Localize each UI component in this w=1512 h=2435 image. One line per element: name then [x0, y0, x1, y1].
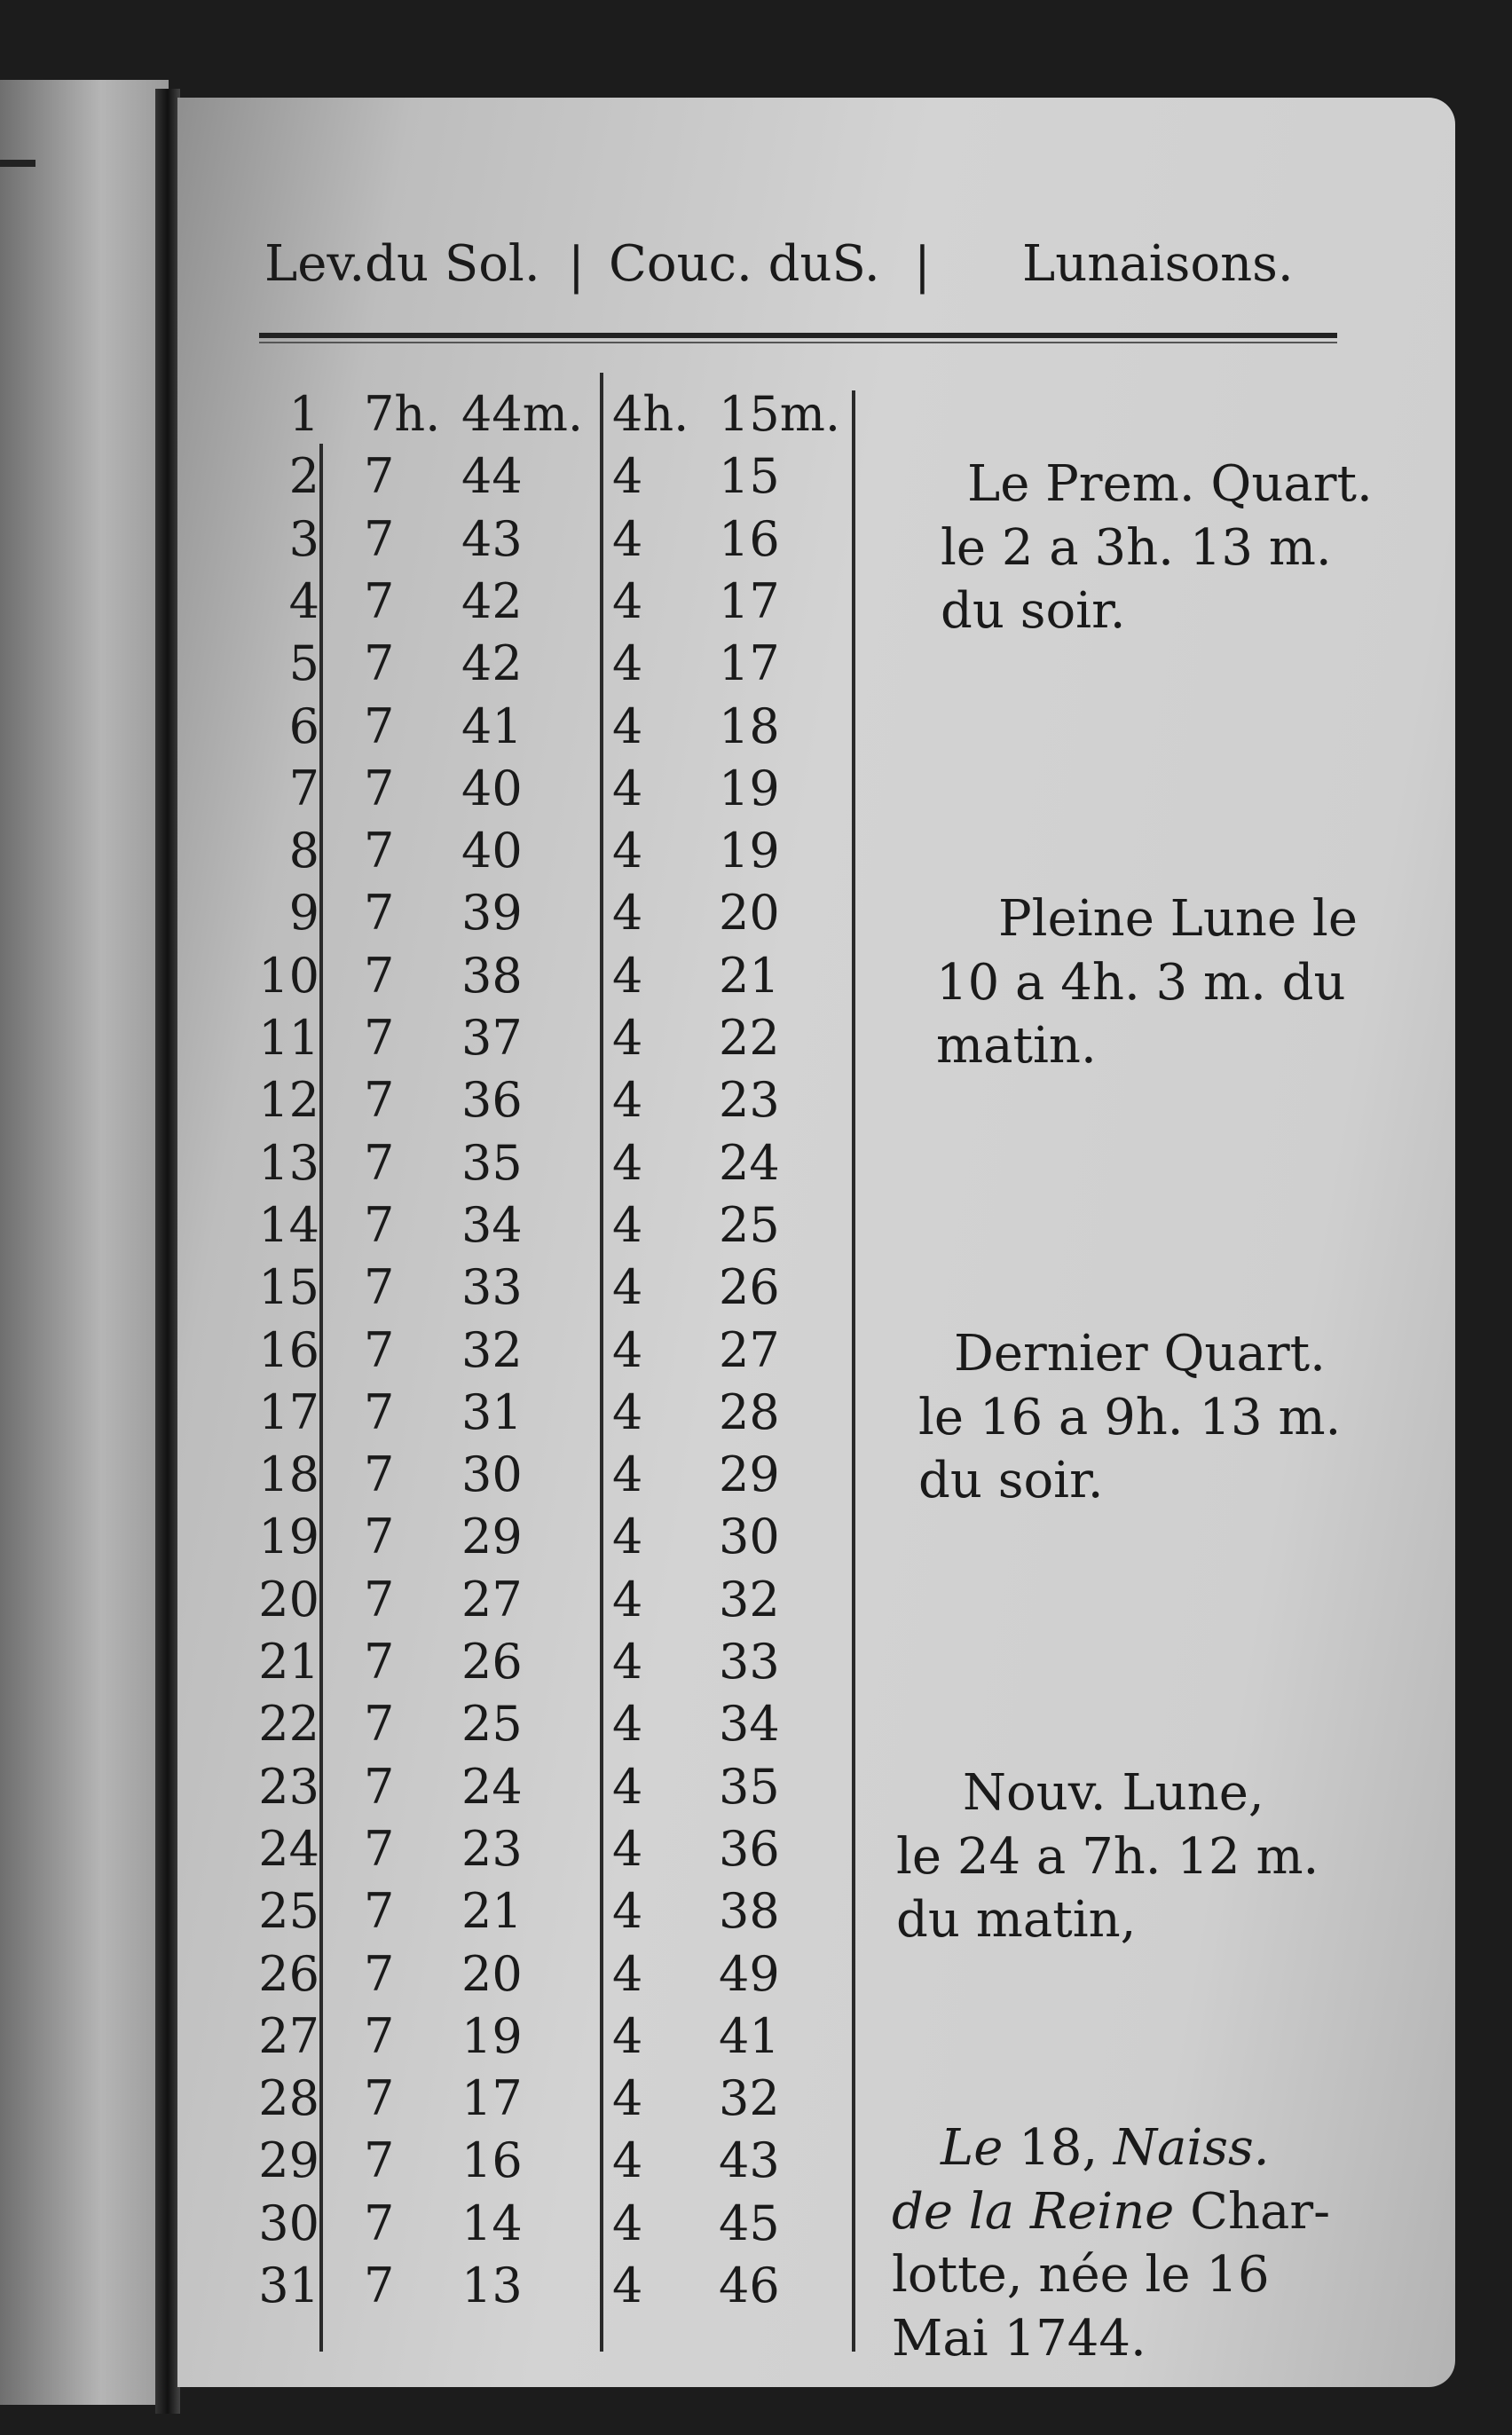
day-cell: 5: [288, 635, 319, 692]
sunrise-hour-cell: 7: [364, 885, 395, 942]
header-separator: |: [914, 237, 931, 295]
sunrise-minute-cell: 44m.: [461, 386, 584, 442]
day-cell: 8: [288, 823, 319, 879]
sunset-hour-cell: 4: [612, 1945, 643, 2002]
day-cell: 1: [288, 386, 319, 442]
sunset-minute-cell: 26: [719, 1259, 780, 1316]
sunset-hour-cell: 4: [612, 1072, 643, 1129]
day-cell: 20: [258, 1571, 319, 1627]
sunset-minute-cell: 38: [719, 1883, 780, 1940]
day-cell: 25: [258, 1883, 319, 1940]
sunrise-minute-cell: 21: [461, 1883, 523, 1940]
sunrise-minute-cell: 44: [461, 448, 523, 505]
lunation-line: du matin,: [896, 1891, 1137, 1950]
day-cell: 17: [258, 1383, 319, 1440]
table-row: [0, 2007, 1512, 2075]
sunrise-minute-cell: 13: [461, 2258, 523, 2313]
sunset-hour-cell: 4: [612, 823, 643, 879]
table-row: [0, 386, 1512, 453]
sunset-minute-cell: 15m.: [719, 386, 841, 442]
sunset-hour-cell: 4: [612, 1634, 643, 1690]
sunset-hour-cell: 4: [612, 697, 643, 754]
sunrise-minute-cell: 42: [461, 572, 523, 629]
sunrise-hour-cell: 7: [364, 572, 395, 629]
sunset-minute-cell: 25: [719, 1196, 780, 1253]
sunset-hour-cell: 4: [612, 1259, 643, 1316]
sunset-hour-cell: 4: [612, 1383, 643, 1440]
header-rule-thin: [259, 342, 1337, 343]
note-line-2: [892, 2180, 1330, 2244]
sunset-hour-cell: 4h.: [612, 386, 689, 442]
sunrise-hour-cell: 7: [364, 760, 395, 816]
day-cell: 31: [258, 2258, 319, 2313]
sunset-minute-cell: 41: [719, 2007, 780, 2064]
sunrise-minute-cell: 33: [461, 1259, 523, 1316]
sunrise-hour-cell: 7: [364, 2195, 395, 2251]
sunset-minute-cell: 43: [719, 2132, 780, 2189]
sunrise-hour-cell: 7: [364, 1259, 395, 1316]
lunation-line: du soir.: [918, 1452, 1104, 1510]
sunset-minute-cell: 19: [719, 823, 780, 879]
lunation-line: matin.: [936, 1017, 1097, 1076]
day-cell: 28: [258, 2070, 319, 2127]
sunset-hour-cell: 4: [612, 2195, 643, 2251]
sunrise-hour-cell: 7: [364, 1634, 395, 1690]
sunrise-hour-cell: 7: [364, 1321, 395, 1378]
table-row: [0, 760, 1512, 827]
sunset-hour-cell: 4: [612, 448, 643, 505]
full-moon-note: [936, 887, 1358, 1078]
sunset-hour-cell: 4: [612, 2132, 643, 2189]
sunrise-minute-cell: 27: [461, 1571, 523, 1627]
sunset-minute-cell: 17: [719, 635, 780, 692]
sunrise-hour-cell: 7: [364, 1072, 395, 1129]
lunation-line: le 24 a 7h. 12 m.: [896, 1827, 1319, 1886]
lunation-line: Dernier Quart.: [954, 1325, 1326, 1383]
day-cell: 24: [258, 1820, 319, 1877]
sunset-hour-cell: 4: [612, 2258, 643, 2313]
sunset-hour-cell: 4: [612, 1010, 643, 1066]
sunrise-minute-cell: 24: [461, 1758, 523, 1815]
sunset-minute-cell: 24: [719, 1134, 780, 1191]
table-row: [0, 1134, 1512, 1202]
sunset-minute-cell: 32: [719, 1571, 780, 1627]
day-cell: 29: [258, 2132, 319, 2189]
sunrise-hour-cell: 7: [364, 1196, 395, 1253]
sunrise-minute-cell: 43: [461, 510, 523, 567]
sunrise-hour-cell: 7: [364, 1509, 395, 1565]
sunset-minute-cell: 16: [719, 510, 780, 567]
sunset-minute-cell: 29: [719, 1446, 780, 1503]
lunation-line: Le Prem. Quart.: [967, 455, 1373, 513]
sunset-minute-cell: 20: [719, 885, 780, 942]
sunset-minute-cell: 36: [719, 1820, 780, 1877]
sunrise-minute-cell: 29: [461, 1509, 523, 1565]
sunset-hour-cell: 4: [612, 572, 643, 629]
sunset-minute-cell: 46: [719, 2258, 780, 2313]
sunrise-minute-cell: 37: [461, 1010, 523, 1066]
sunset-hour-cell: 4: [612, 1321, 643, 1378]
first-quarter-note: [941, 453, 1373, 643]
sunset-hour-cell: 4: [612, 1134, 643, 1191]
day-cell: 6: [288, 697, 319, 754]
sunset-hour-cell: 4: [612, 1820, 643, 1877]
day-cell: 22: [258, 1696, 319, 1753]
table-row: [0, 1696, 1512, 1762]
sunset-hour-cell: 4: [612, 2070, 643, 2127]
day-cell: 3: [288, 510, 319, 567]
day-cell: 9: [288, 885, 319, 942]
note-line-1: [892, 2116, 1330, 2180]
day-cell: 4: [288, 572, 319, 629]
day-cell: 2: [288, 448, 319, 505]
sunset-hour-cell: 4: [612, 1571, 643, 1627]
table-row: [0, 1259, 1512, 1326]
sunset-minute-cell: 15: [719, 448, 780, 505]
sunrise-minute-cell: 14: [461, 2195, 523, 2251]
sunset-minute-cell: 19: [719, 760, 780, 816]
sunset-minute-cell: 45: [719, 2195, 780, 2251]
sunset-hour-cell: 4: [612, 1196, 643, 1253]
table-row: [0, 1945, 1512, 2013]
sunset-hour-cell: 4: [612, 2007, 643, 2064]
sunset-hour-cell: 4: [612, 760, 643, 816]
header-rule: [259, 333, 1337, 338]
header-separator: |: [568, 237, 585, 295]
sunrise-hour-cell: 7: [364, 510, 395, 567]
sunset-hour-cell: 4: [612, 1446, 643, 1503]
day-cell: 21: [258, 1634, 319, 1690]
sunrise-minute-cell: 31: [461, 1383, 523, 1440]
sunrise-minute-cell: 38: [461, 947, 523, 1004]
sunset-minute-cell: 49: [719, 1945, 780, 2002]
table-row: [0, 635, 1512, 702]
note-line-3: lotte, née le 16: [892, 2246, 1270, 2305]
sunset-hour-cell: 4: [612, 885, 643, 942]
sunrise-hour-cell: 7: [364, 1696, 395, 1753]
sunrise-hour-cell: 7: [364, 1010, 395, 1066]
table-row: [0, 1571, 1512, 1638]
lunation-line: le 2 a 3h. 13 m.: [941, 518, 1332, 577]
day-cell: 16: [258, 1321, 319, 1378]
sunrise-minute-cell: 36: [461, 1072, 523, 1129]
sunrise-minute-cell: 42: [461, 635, 523, 692]
sunrise-hour-cell: 7: [364, 2258, 395, 2313]
sunrise-minute-cell: 17: [461, 2070, 523, 2127]
sunset-minute-cell: 30: [719, 1509, 780, 1565]
day-cell: 23: [258, 1758, 319, 1815]
sunrise-hour-cell: 7: [364, 2070, 395, 2127]
day-cell: 12: [258, 1072, 319, 1129]
sunset-minute-cell: 18: [719, 697, 780, 754]
sunrise-minute-cell: 32: [461, 1321, 523, 1378]
sunrise-hour-cell: 7: [364, 1571, 395, 1627]
sunrise-hour-cell: 7: [364, 1945, 395, 2002]
sunset-minute-cell: 27: [719, 1321, 780, 1378]
sunrise-minute-cell: 39: [461, 885, 523, 942]
sunrise-hour-cell: 7: [364, 697, 395, 754]
sunrise-hour-cell: 7: [364, 1383, 395, 1440]
sunset-hour-cell: 4: [612, 947, 643, 1004]
day-cell: 26: [258, 1945, 319, 2002]
sunset-hour-cell: 4: [612, 1509, 643, 1565]
note-text: 18,: [1003, 2119, 1114, 2177]
table-row: [0, 697, 1512, 765]
table-row: [0, 1072, 1512, 1139]
day-cell: 18: [258, 1446, 319, 1503]
sunset-minute-cell: 35: [719, 1758, 780, 1815]
facing-page-mark: [0, 160, 35, 167]
lunation-line: Nouv. Lune,: [963, 1764, 1264, 1822]
sunrise-hour-cell: 7: [364, 823, 395, 879]
day-cell: 15: [258, 1259, 319, 1316]
note-text: Naiss.: [1114, 2119, 1270, 2177]
day-cell: 7: [288, 760, 319, 816]
sunrise-hour-cell: 7: [364, 635, 395, 692]
sunrise-hour-cell: 7: [364, 1134, 395, 1191]
sunrise-hour-cell: 7: [364, 1758, 395, 1815]
day-cell: 19: [258, 1509, 319, 1565]
day-cell: 30: [258, 2195, 319, 2251]
new-moon-note: [896, 1761, 1319, 1952]
sunrise-hour-cell: 7: [364, 448, 395, 505]
note-text: Char-: [1174, 2182, 1331, 2241]
sunset-minute-cell: 23: [719, 1072, 780, 1129]
header-sunset: Couc. duS.: [609, 235, 880, 293]
birthday-note: [892, 2116, 1330, 2371]
sunrise-hour-cell: 7: [364, 2132, 395, 2189]
sunrise-minute-cell: 19: [461, 2007, 523, 2064]
sunrise-minute-cell: 40: [461, 823, 523, 879]
sunset-minute-cell: 21: [719, 947, 780, 1004]
lunation-line: Pleine Lune le: [998, 890, 1358, 948]
sunset-minute-cell: 17: [719, 572, 780, 629]
sunset-hour-cell: 4: [612, 510, 643, 567]
header-sunrise: Lev.du Sol.: [264, 235, 540, 293]
sunset-minute-cell: 32: [719, 2070, 780, 2127]
day-cell: 14: [258, 1196, 319, 1253]
sunrise-minute-cell: 16: [461, 2132, 523, 2189]
note-line-4: Mai 1744.: [892, 2310, 1146, 2368]
sunrise-minute-cell: 26: [461, 1634, 523, 1690]
sunrise-hour-cell: 7: [364, 2007, 395, 2064]
sunrise-hour-cell: 7: [364, 1446, 395, 1503]
day-cell: 27: [258, 2007, 319, 2064]
sunrise-minute-cell: 34: [461, 1196, 523, 1253]
note-text: de la Reine: [892, 2182, 1175, 2241]
sunrise-hour-cell: 7h.: [364, 386, 441, 442]
table-row: [0, 1634, 1512, 1700]
sunrise-minute-cell: 40: [461, 760, 523, 816]
lunation-line: 10 a 4h. 3 m. du: [936, 953, 1346, 1012]
day-cell: 13: [258, 1134, 319, 1191]
table-row: [0, 1196, 1512, 1264]
sunrise-minute-cell: 20: [461, 1945, 523, 2002]
sunrise-minute-cell: 35: [461, 1134, 523, 1191]
header-lunations: Lunaisons.: [1022, 235, 1294, 293]
sunset-minute-cell: 28: [719, 1383, 780, 1440]
sunset-hour-cell: 4: [612, 1758, 643, 1815]
sunrise-hour-cell: 7: [364, 1820, 395, 1877]
sunset-hour-cell: 4: [612, 1883, 643, 1940]
sunset-hour-cell: 4: [612, 635, 643, 692]
table-row: [0, 1509, 1512, 1575]
day-cell: 10: [258, 947, 319, 1004]
sunset-hour-cell: 4: [612, 1696, 643, 1753]
sunset-minute-cell: 22: [719, 1010, 780, 1066]
lunation-line: le 16 a 9h. 13 m.: [918, 1388, 1342, 1446]
note-text: Le: [941, 2119, 1004, 2177]
sunrise-minute-cell: 25: [461, 1696, 523, 1753]
sunset-minute-cell: 33: [719, 1634, 780, 1690]
sunset-minute-cell: 34: [719, 1696, 780, 1753]
sunrise-hour-cell: 7: [364, 947, 395, 1004]
sunrise-minute-cell: 30: [461, 1446, 523, 1503]
sunrise-hour-cell: 7: [364, 1883, 395, 1940]
sunrise-minute-cell: 41: [461, 697, 523, 754]
lunation-line: du soir.: [941, 582, 1126, 641]
last-quarter-note: [918, 1322, 1341, 1513]
day-cell: 11: [258, 1010, 319, 1066]
sunrise-minute-cell: 23: [461, 1820, 523, 1877]
table-row: [0, 823, 1512, 889]
